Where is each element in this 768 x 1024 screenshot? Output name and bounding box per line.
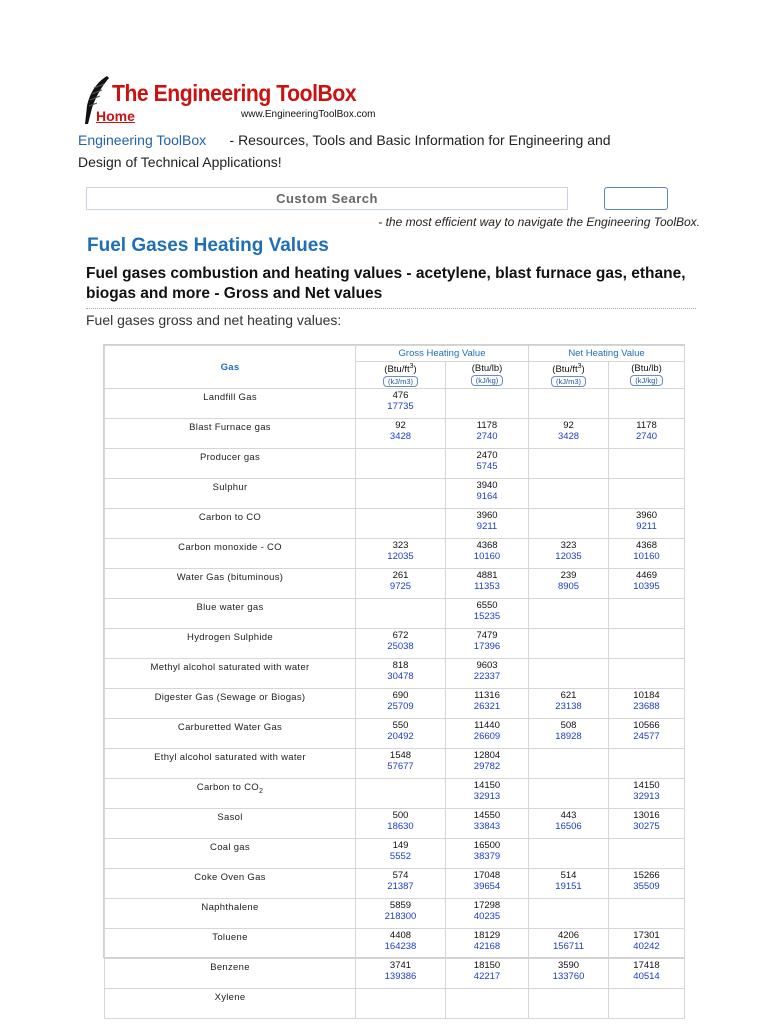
net-btu-lb-si-value: 10395 [633, 581, 660, 592]
net-btu-lb-cell [609, 659, 685, 689]
gross-btu-ft3-cell [356, 419, 446, 449]
gross-btu-lb-cell [446, 689, 529, 719]
gross-btu-lb-value: 2470 [476, 450, 498, 461]
net-btu-ft3-value: 508 [560, 720, 577, 731]
gas-name-cell: Benzene [105, 959, 356, 989]
table-row [105, 569, 685, 599]
net-btu-ft3-value [529, 749, 608, 750]
page-subtitle: Fuel gases combustion and heating values - acetylene, blast furnace gas, ethane, biogas and more - Gross and Net values [86, 264, 696, 309]
net-btu-lb-cell [609, 989, 685, 1019]
net-btu-lb-cell [609, 899, 685, 929]
net-btu-ft3-value: 514 [560, 870, 577, 881]
net-btu-lb-si-value: 23688 [633, 701, 660, 712]
net-btu-lb-value [609, 839, 684, 840]
gross-btu-ft3-si-value: 20492 [387, 731, 414, 742]
net-btu-lb-cell [609, 929, 685, 959]
gross-btu-lb-cell [446, 569, 529, 599]
gross-btu-ft3-value: 690 [392, 690, 409, 701]
gross-btu-lb-si-value: 39654 [473, 881, 501, 892]
gross-btu-ft3-value: 672 [392, 630, 409, 641]
net-btu-ft3-cell [529, 689, 609, 719]
net-btu-lb-si-value: 32913 [633, 791, 660, 802]
net-btu-lb-value: 4368 [635, 540, 658, 551]
logo-url: www.EngineeringToolBox.com [241, 109, 376, 120]
net-btu-lb-cell [609, 749, 685, 779]
gross-btu-ft3-cell [356, 899, 446, 929]
search-input[interactable]: Custom Search [86, 187, 568, 210]
net-btu-lb-value [609, 749, 684, 750]
net-btu-ft3-value [529, 779, 608, 780]
search-button[interactable] [604, 187, 668, 210]
gross-btu-lb-cell [446, 479, 529, 509]
gross-btu-lb-si-value: 42168 [473, 941, 501, 952]
gross-btu-lb-value: 16500 [473, 840, 501, 851]
table-row [105, 809, 685, 839]
table-row [105, 959, 685, 989]
gross-btu-ft3-cell [356, 629, 446, 659]
gross-btu-ft3-cell [356, 989, 446, 1019]
unit-btu-ft3: $(Btu/ft^3)$ (kJ/m3) [356, 362, 446, 389]
net-btu-lb-value [609, 659, 684, 660]
page-description: Fuel gases gross and net heating values: [86, 312, 342, 328]
net-btu-ft3-si-value: 3428 [557, 431, 580, 442]
net-btu-ft3-value [529, 509, 608, 510]
gross-btu-lb-si-value: 26321 [473, 701, 501, 712]
net-btu-ft3-value [529, 449, 608, 450]
gross-btu-lb-value [446, 389, 528, 390]
gross-btu-lb-value: 3940 [476, 480, 498, 491]
net-btu-ft3-cell [529, 749, 609, 779]
gross-btu-ft3-si-value: 25709 [387, 701, 414, 712]
table-row [105, 509, 685, 539]
logo[interactable] [80, 74, 380, 126]
net-btu-lb-value: 4469 [635, 570, 658, 581]
gross-btu-lb-cell [446, 539, 529, 569]
net-btu-ft3-value [529, 839, 608, 840]
net-btu-ft3-cell [529, 899, 609, 929]
gross-btu-ft3-cell [356, 749, 446, 779]
net-btu-ft3-value: 621 [560, 690, 577, 701]
net-btu-lb-value: 14150 [633, 780, 660, 791]
net-btu-ft3-value [529, 659, 608, 660]
table-row [105, 719, 685, 749]
net-btu-lb-value: 1178 [636, 420, 657, 431]
net-btu-lb-cell [609, 569, 685, 599]
net-btu-ft3-si-value: 23138 [555, 701, 582, 712]
net-btu-lb-value: 15266 [633, 870, 660, 881]
net-btu-lb-cell [609, 839, 685, 869]
gross-btu-lb-si-value: 9211 [476, 521, 498, 532]
net-btu-ft3-cell [529, 839, 609, 869]
gross-btu-lb-si-value: 42217 [473, 971, 501, 982]
gross-btu-ft3-si-value: 21387 [387, 881, 414, 892]
intro-text-line1: - Resources, Tools and Basic Information for Engineering and [229, 132, 611, 148]
net-btu-ft3-si-value: 8905 [557, 581, 580, 592]
gas-name-cell: Methyl alcohol saturated with water [105, 659, 356, 689]
unit-btu-ft3-net: $(Btu/ft^3)$ (kJ/m3) [529, 362, 609, 389]
net-btu-lb-cell [609, 689, 685, 719]
net-btu-lb-cell [609, 629, 685, 659]
gross-btu-ft3-value: 500 [392, 810, 409, 821]
gross-btu-lb-cell [446, 989, 529, 1019]
net-btu-ft3-si-value: 156711 [553, 941, 585, 952]
table-row [105, 839, 685, 869]
net-btu-ft3-si-value: 12035 [555, 551, 582, 562]
net-btu-lb-cell [609, 869, 685, 899]
gross-btu-lb-si-value: 38379 [473, 851, 501, 862]
gross-btu-lb-cell [446, 869, 529, 899]
net-btu-lb-cell [609, 599, 685, 629]
gross-btu-lb-value: 17298 [473, 900, 501, 911]
net-btu-lb-cell [609, 419, 685, 449]
gross-btu-ft3-cell [356, 599, 446, 629]
net-btu-lb-si-value: 9211 [636, 521, 657, 532]
gross-btu-ft3-si-value: 139386 [384, 971, 417, 982]
net-btu-lb-cell [609, 959, 685, 989]
gross-btu-lb-si-value: 32913 [473, 791, 501, 802]
home-link[interactable]: Home [96, 108, 135, 124]
gross-btu-ft3-cell [356, 479, 446, 509]
table-row [105, 449, 685, 479]
table-header-row [105, 346, 685, 362]
table-row [105, 389, 685, 419]
gross-btu-lb-cell [446, 899, 529, 929]
net-btu-lb-value [609, 629, 684, 630]
gross-btu-lb-cell [446, 509, 529, 539]
net-btu-ft3-value: 443 [560, 810, 577, 821]
gross-btu-ft3-si-value: 25038 [387, 641, 414, 652]
gross-btu-lb-cell [446, 929, 529, 959]
gross-btu-lb-value: 18150 [473, 960, 501, 971]
gas-name-cell: Ethyl alcohol saturated with water [105, 749, 356, 779]
gross-btu-lb-value: 17048 [473, 870, 501, 881]
gas-name-cell: Landfill Gas [105, 389, 356, 419]
net-btu-lb-cell [609, 719, 685, 749]
gross-btu-lb-cell [446, 599, 529, 629]
gross-btu-lb-si-value: 2740 [476, 431, 498, 442]
gross-btu-lb-value: 11440 [474, 720, 500, 731]
gas-name-cell: Carbon monoxide - CO [105, 539, 356, 569]
gross-btu-lb-si-value: 15235 [473, 611, 501, 622]
gross-btu-lb-value [446, 989, 528, 990]
gross-btu-ft3-cell [356, 539, 446, 569]
gross-btu-lb-value: 7479 [476, 630, 498, 641]
table-row [105, 629, 685, 659]
table-row [105, 899, 685, 929]
gross-btu-ft3-cell [356, 869, 446, 899]
table-row [105, 659, 685, 689]
table-row [105, 749, 685, 779]
intro-text-line2: Design of Technical Applications! [78, 154, 282, 170]
net-btu-ft3-cell [529, 809, 609, 839]
net-btu-lb-value: 10566 [633, 720, 660, 731]
net-btu-ft3-value: 3590 [557, 960, 580, 971]
gross-btu-ft3-cell [356, 659, 446, 689]
gross-btu-lb-si-value: 33843 [473, 821, 501, 832]
gross-btu-ft3-cell [356, 389, 446, 419]
net-btu-lb-cell [609, 389, 685, 419]
net-btu-ft3-cell [529, 779, 609, 809]
gas-name-cell: Coal gas [105, 839, 356, 869]
net-btu-lb-value [609, 389, 684, 390]
unit-kj-m3-button[interactable]: (kJ/m3) [383, 376, 418, 387]
net-heating-value-header: Net Heating Value [529, 346, 685, 362]
gross-btu-lb-value: 1178 [476, 420, 498, 431]
gross-btu-lb-value: 4881 [476, 570, 498, 581]
net-btu-ft3-cell [529, 929, 609, 959]
net-btu-ft3-cell [529, 569, 609, 599]
gross-btu-ft3-value [356, 989, 445, 990]
table-row [105, 869, 685, 899]
gross-btu-lb-value: 9603 [476, 660, 498, 671]
gross-btu-lb-value: 4368 [476, 540, 498, 551]
gross-btu-lb-si-value: 17396 [473, 641, 501, 652]
gross-btu-ft3-cell [356, 509, 446, 539]
gross-btu-lb-cell [446, 959, 529, 989]
net-btu-ft3-value [529, 629, 608, 630]
gross-btu-lb-si-value: 9164 [476, 491, 498, 502]
net-btu-lb-value: 3960 [635, 510, 658, 521]
gas-name-cell: Sulphur [105, 479, 356, 509]
net-btu-lb-value [609, 989, 684, 990]
gas-name-cell: Carbon to $CO_2$ [105, 779, 356, 809]
net-btu-ft3-si-value: 18928 [555, 731, 582, 742]
net-btu-lb-si-value: 24577 [633, 731, 660, 742]
gross-btu-lb-value: 18129 [473, 930, 501, 941]
gross-btu-ft3-value: 261 [392, 570, 409, 581]
gross-btu-ft3-value [356, 509, 445, 510]
net-btu-ft3-value: 92 [563, 420, 574, 431]
table-row [105, 419, 685, 449]
net-btu-lb-si-value: 10160 [633, 551, 660, 562]
gross-btu-ft3-cell [356, 449, 446, 479]
gross-btu-ft3-si-value: 30478 [387, 671, 414, 682]
net-btu-lb-value: 10184 [633, 690, 660, 701]
gross-btu-ft3-si-value: 12035 [387, 551, 414, 562]
net-btu-lb-si-value: 35509 [633, 881, 660, 892]
gross-btu-ft3-si-value: 9725 [389, 581, 412, 592]
gross-btu-lb-cell [446, 389, 529, 419]
gross-btu-lb-cell [446, 629, 529, 659]
table-row [105, 689, 685, 719]
gross-btu-ft3-si-value: 5552 [389, 851, 412, 862]
intro-text [78, 129, 718, 173]
gross-btu-lb-value: 3960 [476, 510, 498, 521]
net-btu-ft3-value: 239 [560, 570, 577, 581]
net-btu-lb-si-value: 40242 [633, 941, 660, 952]
gross-btu-ft3-value: 550 [392, 720, 409, 731]
net-btu-lb-value: 17418 [633, 960, 660, 971]
net-btu-ft3-value [529, 599, 608, 600]
gross-heating-value-header: Gross Heating Value [356, 346, 529, 362]
net-btu-ft3-si-value: 19151 [555, 881, 582, 892]
gross-btu-lb-cell [446, 719, 529, 749]
gross-btu-ft3-si-value: 3428 [389, 431, 412, 442]
unit-kj-m3-net-button[interactable]: (kJ/m3) [551, 376, 586, 387]
net-btu-ft3-value [529, 899, 608, 900]
gross-btu-ft3-value: 1548 [389, 750, 412, 761]
gas-column-header: Gas [105, 346, 356, 389]
gross-btu-ft3-cell [356, 719, 446, 749]
gross-btu-lb-cell [446, 779, 529, 809]
gross-btu-ft3-value: 92 [395, 420, 406, 431]
net-btu-lb-value: 17301 [633, 930, 660, 941]
gross-btu-ft3-si-value: 18630 [387, 821, 414, 832]
net-btu-ft3-cell [529, 509, 609, 539]
gross-btu-lb-value: 14550 [473, 810, 501, 821]
heating-values-table [103, 344, 685, 1003]
net-btu-lb-value: 13016 [633, 810, 660, 821]
gross-btu-ft3-cell [356, 839, 446, 869]
gas-name-cell: Sasol [105, 809, 356, 839]
net-btu-ft3-cell [529, 539, 609, 569]
gas-name-cell: Digester Gas (Sewage or Biogas) [105, 689, 356, 719]
gross-btu-ft3-si-value: 164238 [384, 941, 417, 952]
gross-btu-lb-si-value: 22337 [473, 671, 501, 682]
search-tagline: - the most efficient way to navigate the Engineering ToolBox. [378, 215, 700, 229]
gross-btu-lb-cell [446, 659, 529, 689]
gross-btu-lb-cell [446, 419, 529, 449]
gas-name-cell: Producer gas [105, 449, 356, 479]
gross-btu-lb-si-value: 5745 [476, 461, 498, 472]
net-btu-lb-si-value: 40514 [633, 971, 660, 982]
net-btu-ft3-value: 323 [560, 540, 577, 551]
table-row [105, 599, 685, 629]
net-btu-lb-si-value: 30275 [633, 821, 660, 832]
net-btu-ft3-cell [529, 599, 609, 629]
gross-btu-ft3-value [356, 449, 445, 450]
engineering-toolbox-link[interactable]: Engineering ToolBox [78, 132, 207, 148]
table-row [105, 779, 685, 809]
net-btu-lb-value [609, 599, 684, 600]
gas-name-cell: Water Gas (bituminous) [105, 569, 356, 599]
gross-btu-ft3-value: 476 [392, 390, 409, 401]
gas-name-cell: Hydrogen Sulphide [105, 629, 356, 659]
gas-name-cell: Carburetted Water Gas [105, 719, 356, 749]
net-btu-lb-value [609, 899, 684, 900]
net-btu-ft3-si-value: 16506 [555, 821, 582, 832]
gross-btu-lb-cell [446, 749, 529, 779]
table-row [105, 479, 685, 509]
net-btu-ft3-cell [529, 989, 609, 1019]
gross-btu-ft3-value: 3741 [389, 960, 412, 971]
net-btu-ft3-cell [529, 629, 609, 659]
unit-btu-lb-net: (Btu/lb) (kJ/kg) [609, 362, 685, 389]
page-title: Fuel Gases Heating Values [87, 235, 329, 256]
gross-btu-lb-value: 11316 [474, 690, 500, 701]
gas-name-cell: Blast Furnace gas [105, 419, 356, 449]
net-btu-lb-cell [609, 809, 685, 839]
gross-btu-lb-cell [446, 809, 529, 839]
gross-btu-ft3-value: 323 [392, 540, 409, 551]
gross-btu-ft3-value [356, 599, 445, 600]
gross-btu-lb-value: 6550 [476, 600, 498, 611]
gross-btu-lb-si-value: 40235 [473, 911, 501, 922]
net-btu-ft3-cell [529, 389, 609, 419]
net-btu-lb-cell [609, 479, 685, 509]
table-row [105, 989, 685, 1019]
net-btu-lb-value [609, 449, 684, 450]
unit-kj-kg-button[interactable]: (kJ/kg) [471, 375, 504, 386]
gross-btu-lb-si-value: 11353 [474, 581, 500, 592]
gross-btu-lb-si-value: 29782 [473, 761, 501, 772]
gas-name-cell: Carbon to CO [105, 509, 356, 539]
net-btu-lb-cell [609, 539, 685, 569]
gross-btu-ft3-cell [356, 779, 446, 809]
net-btu-ft3-cell [529, 479, 609, 509]
net-btu-ft3-cell [529, 959, 609, 989]
gross-btu-ft3-value: 149 [392, 840, 409, 851]
gas-name-cell: Blue water gas [105, 599, 356, 629]
gross-btu-ft3-value [356, 779, 445, 780]
gross-btu-ft3-cell [356, 929, 446, 959]
gross-btu-lb-value: 12804 [473, 750, 501, 761]
gross-btu-ft3-value [356, 479, 445, 480]
net-btu-ft3-value [529, 389, 608, 390]
gas-name-cell: Xylene [105, 989, 356, 1019]
gas-name-cell: Naphthalene [105, 899, 356, 929]
gross-btu-lb-si-value: 26609 [473, 731, 501, 742]
net-btu-ft3-value [529, 989, 608, 990]
gross-btu-ft3-si-value: 17735 [387, 401, 414, 412]
net-btu-lb-cell [609, 509, 685, 539]
net-btu-lb-value [609, 479, 684, 480]
gross-btu-ft3-cell [356, 959, 446, 989]
net-btu-lb-cell [609, 779, 685, 809]
net-btu-lb-si-value: 2740 [635, 431, 658, 442]
net-btu-lb-cell [609, 449, 685, 479]
gross-btu-ft3-cell [356, 809, 446, 839]
net-btu-ft3-cell [529, 869, 609, 899]
gross-btu-ft3-cell [356, 569, 446, 599]
gas-name-cell: Coke Oven Gas [105, 869, 356, 899]
net-btu-ft3-value: 4206 [557, 930, 580, 941]
gross-btu-ft3-value: 574 [392, 870, 409, 881]
gross-btu-lb-si-value: 10160 [473, 551, 501, 562]
net-btu-ft3-si-value: 133760 [552, 971, 585, 982]
net-btu-ft3-cell [529, 449, 609, 479]
gross-btu-ft3-si-value: 218300 [384, 911, 417, 922]
gross-btu-ft3-value: 5859 [389, 900, 412, 911]
net-btu-ft3-cell [529, 719, 609, 749]
gross-btu-lb-cell [446, 449, 529, 479]
logo-title: The Engineering ToolBox [112, 80, 357, 106]
table-row [105, 539, 685, 569]
table-row [105, 929, 685, 959]
unit-kj-kg-net-button[interactable]: (kJ/kg) [630, 375, 663, 386]
net-btu-ft3-value [529, 479, 608, 480]
net-btu-ft3-cell [529, 659, 609, 689]
gross-btu-ft3-si-value: 57677 [387, 761, 414, 772]
gross-btu-ft3-value: 4408 [389, 930, 412, 941]
net-btu-ft3-cell [529, 419, 609, 449]
gross-btu-ft3-cell [356, 689, 446, 719]
gross-btu-lb-value: 14150 [473, 780, 501, 791]
gross-btu-lb-cell [446, 839, 529, 869]
gross-btu-ft3-value: 818 [392, 660, 409, 671]
gas-name-cell: Toluene [105, 929, 356, 959]
unit-btu-lb: (Btu/lb) (kJ/kg) [446, 362, 529, 389]
